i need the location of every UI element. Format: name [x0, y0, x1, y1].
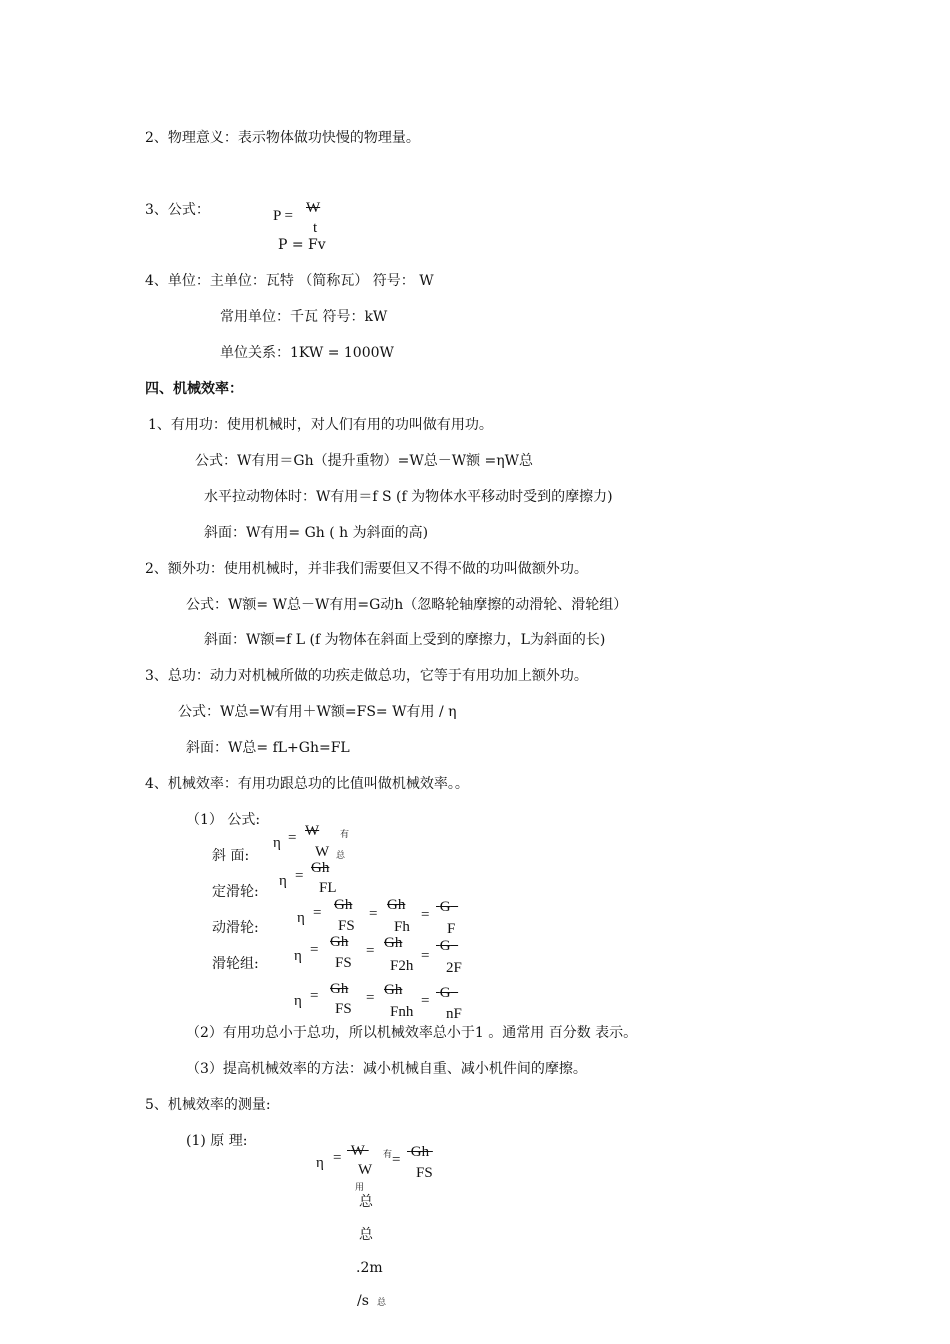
- eta-symbol: η: [294, 948, 302, 964]
- equals-sign: =: [288, 830, 297, 846]
- eta-symbol: η: [279, 873, 287, 889]
- fixed-pulley-label: 定滑轮:: [212, 884, 259, 900]
- equals-sign: =: [310, 942, 319, 958]
- equals-sign: =: [333, 1150, 342, 1166]
- total-work: 3、总功：动力对机械所做的功疾走做总功，它等于有用功加上额外功。: [145, 668, 588, 684]
- equals-sign: =: [421, 907, 430, 923]
- fraction-numerator: G: [439, 938, 451, 954]
- eta-symbol: η: [273, 835, 281, 851]
- fraction-denominator: 2F: [446, 960, 462, 976]
- power-meaning: 2、物理意义：表示物体做功快慢的物理量。: [145, 130, 420, 146]
- formula-p-numerator: W: [306, 200, 321, 216]
- fraction-denominator: FS: [338, 918, 355, 934]
- fraction-numerator: W: [305, 823, 320, 839]
- fraction-numerator: Gh: [330, 934, 349, 950]
- principle-label: (1) 原 理:: [186, 1133, 248, 1149]
- equals-sign: =: [366, 943, 375, 959]
- useful-work: 1、有用功：使用机械时，对人们有用的功叫做有用功。: [148, 417, 493, 433]
- fraction-denominator: W: [358, 1162, 373, 1178]
- fraction-denominator: nF: [446, 1006, 462, 1022]
- stray-text: 总: [359, 1194, 373, 1210]
- equals-sign: =: [295, 868, 304, 884]
- fraction-denominator: W: [315, 844, 330, 860]
- subscript: 有: [383, 1150, 393, 1160]
- extra-work-incline: 斜面：W额=f L (f 为物体在斜面上受到的摩擦力，L为斜面的长): [204, 632, 606, 648]
- fraction-numerator: G: [439, 985, 451, 1001]
- stray-text: /s: [357, 1293, 369, 1309]
- subscript: 有: [340, 830, 350, 840]
- useful-work-horizontal: 水平拉动物体时：W有用＝f S (f 为物体水平移动时受到的摩擦力): [204, 489, 613, 505]
- formula-p-lhs: P =: [273, 208, 293, 224]
- equals-sign: =: [369, 906, 378, 922]
- power-formula-label: 3、公式：: [145, 202, 210, 218]
- fraction-numerator: G: [439, 899, 451, 915]
- eta-symbol: η: [316, 1155, 324, 1171]
- formula-p-fv: P = Fv: [278, 237, 326, 253]
- fraction-denominator: Fnh: [390, 1004, 414, 1020]
- power-unit: 4、单位：主单位：瓦特 （简称瓦） 符号： W: [145, 273, 434, 289]
- power-unit-common: 常用单位：千瓦 符号：kW: [220, 309, 388, 325]
- subscript: 总: [377, 1298, 387, 1308]
- fraction-numerator: Gh: [387, 897, 406, 913]
- equals-sign: =: [392, 1152, 401, 1168]
- incline-label: 斜 面:: [212, 848, 250, 864]
- total-work-formula: 公式：W总=W有用＋W额=FS= W有用 / η: [178, 704, 457, 720]
- extra-work: 2、额外功：使用机械时，并非我们需要但又不得不做的功叫做额外功。: [145, 561, 588, 577]
- subscript: 总: [336, 851, 346, 861]
- power-unit-relation: 单位关系：1KW = 1000W: [220, 345, 394, 361]
- fraction-denominator: FL: [319, 880, 337, 896]
- fraction-numerator: Gh: [330, 981, 349, 997]
- fraction-denominator: FS: [416, 1165, 433, 1181]
- useful-work-incline: 斜面：W有用= Gh ( h 为斜面的高): [204, 525, 429, 541]
- equals-sign: =: [366, 990, 375, 1006]
- stray-text: 总: [359, 1227, 373, 1243]
- fraction-denominator: Fh: [394, 919, 410, 935]
- efficiency-definition: 4、机械效率：有用功跟总功的比值叫做机械效率。。: [145, 776, 469, 792]
- section-heading-efficiency: 四、机械效率：: [145, 381, 243, 397]
- efficiency-note-2: （2）有用功总小于总功，所以机械效率总小于1 。通常用 百分数 表示。: [186, 1025, 638, 1041]
- efficiency-note-3: （3）提高机械效率的方法：减小机械自重、减小机件间的摩擦。: [186, 1061, 587, 1077]
- stray-text: .2m: [356, 1260, 383, 1276]
- subscript: 用: [355, 1183, 365, 1193]
- eta-symbol: η: [294, 993, 302, 1009]
- equals-sign: =: [421, 993, 430, 1009]
- fraction-denominator: F: [447, 921, 456, 937]
- useful-work-formula: 公式：W有用＝Gh（提升重物）=W总－W额 =ηW总: [195, 453, 534, 469]
- equals-sign: =: [313, 905, 322, 921]
- fraction-numerator: W: [350, 1143, 365, 1159]
- fraction-numerator: Gh: [384, 982, 403, 998]
- fraction-denominator: FS: [335, 955, 352, 971]
- equals-sign: =: [421, 948, 430, 964]
- equals-sign: =: [310, 988, 319, 1004]
- fraction-numerator: Gh: [334, 897, 353, 913]
- efficiency-formula-label: （1） 公式:: [186, 812, 261, 828]
- formula-p-denominator: t: [313, 220, 318, 236]
- fraction-denominator: F2h: [390, 958, 414, 974]
- fraction-numerator: Gh: [311, 860, 330, 876]
- moving-pulley-label: 动滑轮:: [212, 920, 259, 936]
- eta-symbol: η: [297, 910, 305, 926]
- fraction-numerator: Gh: [384, 935, 403, 951]
- total-work-incline: 斜面：W总= fL+Gh=FL: [186, 740, 350, 756]
- fraction-numerator: Gh: [410, 1144, 430, 1160]
- extra-work-formula: 公式：W额= W总－W有用=G动h（忽略轮轴摩擦的动滑轮、滑轮组）: [186, 597, 628, 613]
- pulley-block-label: 滑轮组:: [212, 956, 259, 972]
- measurement-heading: 5、机械效率的测量:: [145, 1097, 271, 1113]
- fraction-denominator: FS: [335, 1001, 352, 1017]
